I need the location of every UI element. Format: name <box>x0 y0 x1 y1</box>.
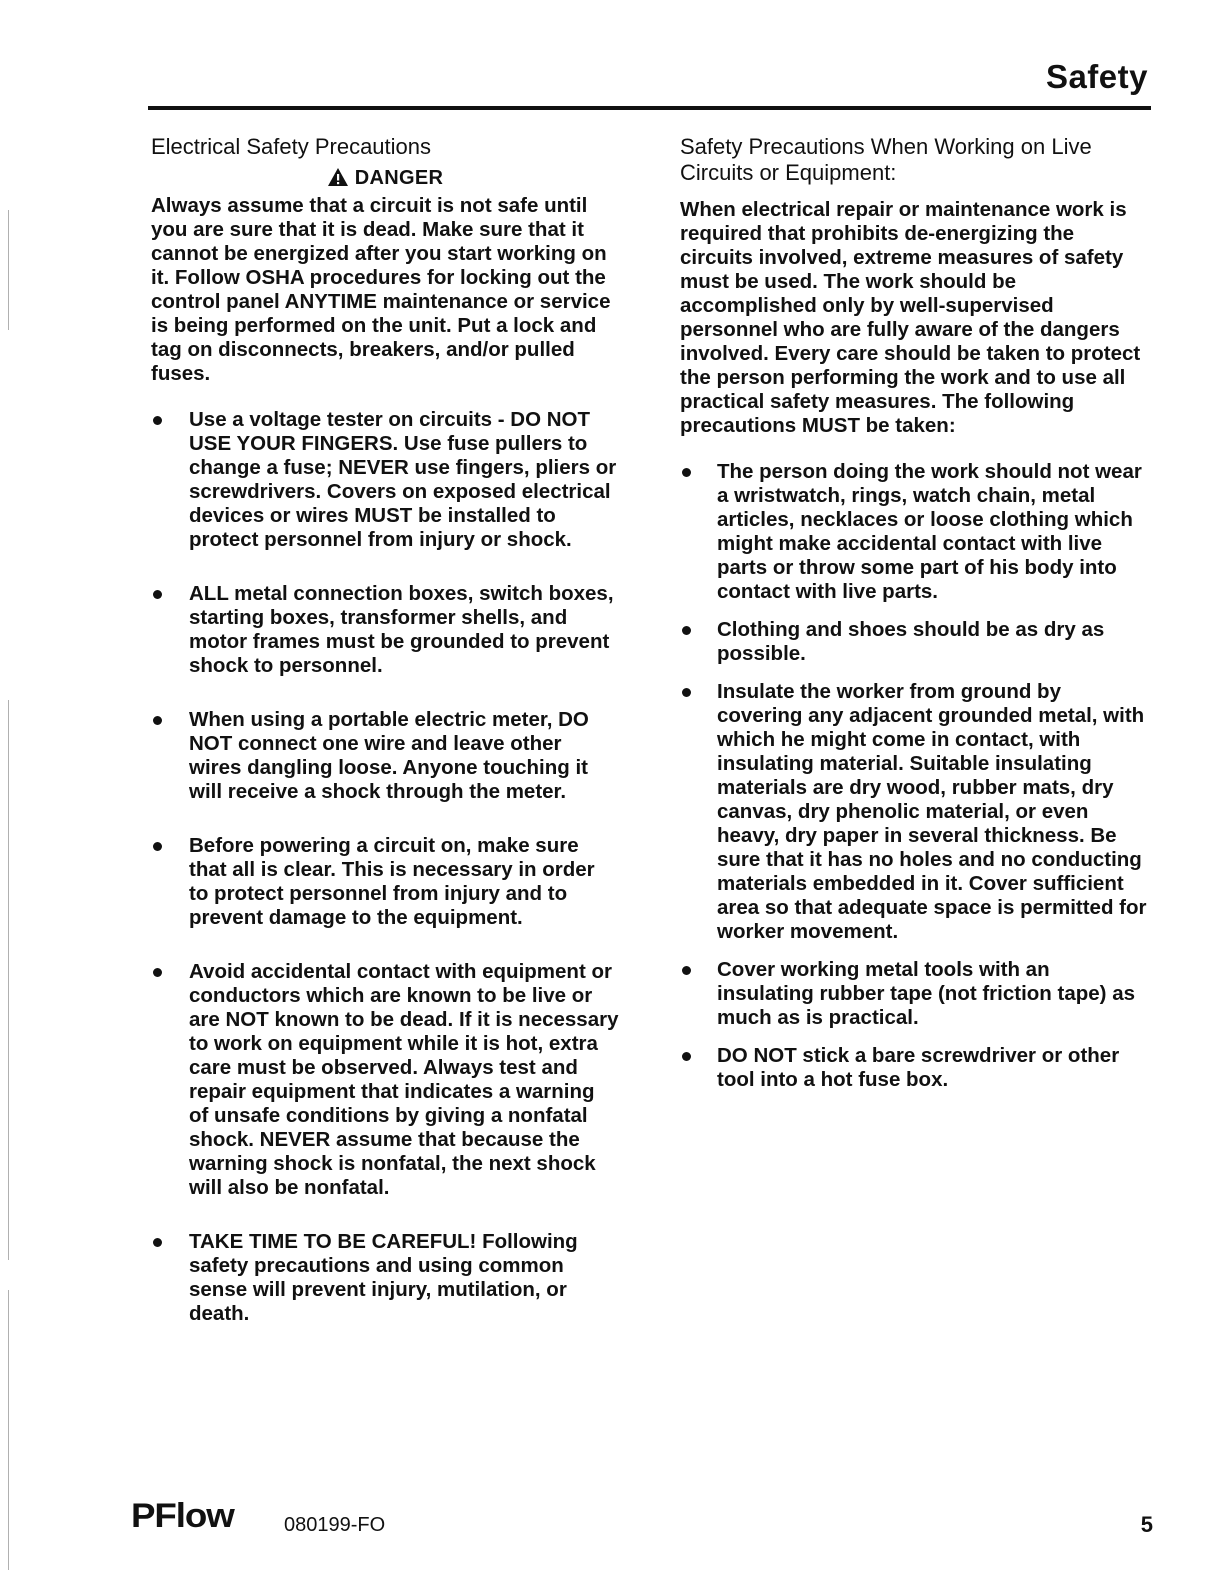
bullet-icon <box>153 842 162 851</box>
header-rule <box>148 106 1151 110</box>
left-section-heading: Electrical Safety Precautions <box>151 134 432 159</box>
danger-label: DANGER <box>354 167 444 189</box>
bullet-icon <box>153 1238 162 1247</box>
list-item-text: Before powering a circuit on, make sure that all is clear. This is necessary in order to protect personnel from injury and to prevent damage to the equipment. <box>189 834 595 929</box>
list-item <box>151 408 619 552</box>
document-code: 080199-FO <box>284 1514 386 1536</box>
list-item <box>680 618 1152 666</box>
left-bullet-list <box>151 408 619 1326</box>
right-intro-paragraph: When electrical repair or maintenance work is required that prohibits de-energizing the circuits involved, extreme measures of safety must be used. The work should be accomplished only by well-supervised personnel who are fully aware of the dangers involved. Every care should be taken to protect the person performing the work and to use all practical safety measures. The following precautions MUST be taken: <box>680 198 1141 437</box>
right-bullet-list <box>680 460 1152 1092</box>
bullet-icon <box>153 416 162 425</box>
list-item-text: Avoid accidental contact with equipment or conductors which are known to be live or are NOT known to be dead. If it is necessary to work on equipment while it is hot, extra care must be observed. Always test and repair equipment that indicates a warning of unsafe conditions by giving a nonfatal shock. NEVER assume that because the warning shock is nonfatal, the next shock will also be nonfatal. <box>189 960 619 1199</box>
bullet-icon <box>682 626 691 635</box>
list-item-text: ALL metal connection boxes, switch boxes, starting boxes, transformer shells, and motor frames must be grounded to prevent shock to personnel. <box>189 582 614 677</box>
bullet-icon <box>682 468 691 477</box>
list-item <box>151 960 619 1200</box>
list-item-text: Insulate the worker from ground by covering any adjacent grounded metal, with which he might come in contact, with insulating material. Suitable insulating materials are dry wood, rubber mats, dry canvas, dry phenolic material, or even heavy, dry paper in several thickness. Be sure that it has no holes and no conducting materials embedded in it. Cover sufficient area so that adequate space is permitted for worker movement. <box>717 680 1147 943</box>
bullet-icon <box>682 688 691 697</box>
danger-label-row <box>151 166 619 190</box>
page-title: Safety <box>1045 58 1148 95</box>
bullet-icon <box>682 966 691 975</box>
list-item-text: The person doing the work should not wear a wristwatch, rings, watch chain, metal articles, necklaces or loose clothing which might make accidental contact with live parts or throw some part of his body into contact with live parts. <box>717 460 1142 603</box>
bullet-icon <box>153 968 162 977</box>
bullet-icon <box>153 590 162 599</box>
left-column <box>151 134 619 1356</box>
list-item <box>680 460 1152 604</box>
scan-artifact-line <box>8 1290 9 1570</box>
list-item <box>151 708 619 804</box>
list-item-text: TAKE TIME TO BE CAREFUL! Following safety precautions and using common sense will prevent injury, mutilation, or death. <box>189 1230 578 1325</box>
warning-triangle-icon <box>327 167 349 187</box>
left-intro-paragraph: Always assume that a circuit is not safe until you are sure that it is dead. Make sure that it cannot be energized after you start working on it. Follow OSHA procedures for locking out the control panel ANYTIME maintenance or service is being performed on the unit. Put a lock and tag on disconnects, breakers, and/or pulled fuses. <box>151 194 611 385</box>
list-item-text: Use a voltage tester on circuits - DO NOT USE YOUR FINGERS. Use fuse pullers to change a fuse; NEVER use fingers, pliers or screwdrivers. Covers on exposed electrical devices or wires MUST be installed to protect personnel from injury or shock. <box>189 408 617 551</box>
list-item <box>680 958 1152 1030</box>
list-item <box>151 1230 619 1326</box>
right-section-heading: Safety Precautions When Working on Live Circuits or Equipment: <box>680 134 1092 185</box>
list-item-text: Clothing and shoes should be as dry as possible. <box>717 618 1105 665</box>
bullet-icon <box>682 1052 691 1061</box>
list-item <box>151 834 619 930</box>
scan-artifact-line <box>8 210 9 330</box>
list-item-text: DO NOT stick a bare screwdriver or other tool into a hot fuse box. <box>717 1044 1120 1091</box>
list-item-text: When using a portable electric meter, DO NOT connect one wire and leave other wires dangling loose. Anyone touching it will receive a shock through the meter. <box>189 708 589 803</box>
pflow-logo: PFlow <box>131 1497 234 1535</box>
right-column <box>680 134 1152 1106</box>
list-item <box>680 680 1152 944</box>
list-item-text: Cover working metal tools with an insulating rubber tape (not friction tape) as much as is practical. <box>717 958 1135 1029</box>
bullet-icon <box>153 716 162 725</box>
scan-artifact-line <box>8 700 9 1260</box>
list-item <box>680 1044 1152 1092</box>
list-item <box>151 582 619 678</box>
page-number: 5 <box>1140 1512 1153 1537</box>
